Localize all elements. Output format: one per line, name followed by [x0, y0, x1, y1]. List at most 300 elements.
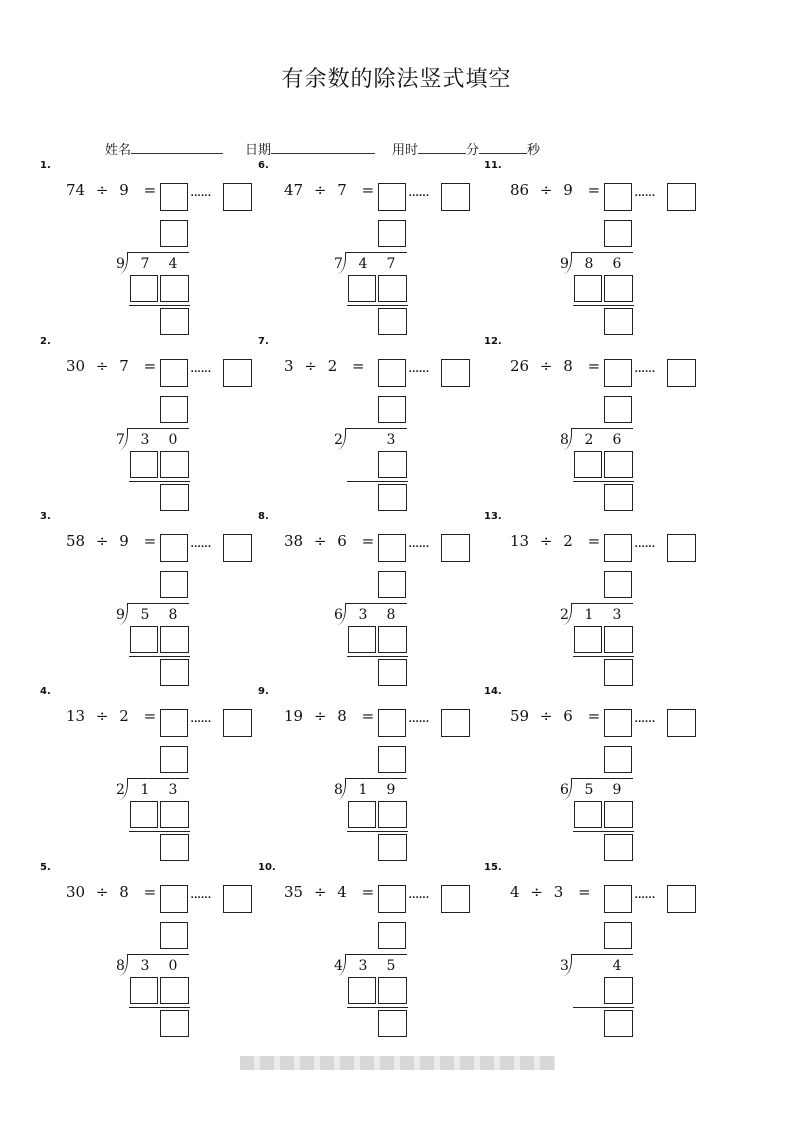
dividend-digit-tens: 5: [140, 607, 150, 623]
division-bar: [571, 252, 633, 253]
equation: [66, 707, 156, 725]
divisor: 8: [563, 357, 573, 375]
dividend-digit-ones: 6: [612, 432, 622, 448]
subtraction-line: [347, 481, 408, 482]
dividend-digit-ones: 5: [386, 958, 396, 974]
long-divisor: 6: [560, 782, 569, 798]
division-bracket: [563, 954, 572, 976]
dividend-digit-ones: 8: [168, 607, 178, 623]
long-divisor: 6: [334, 607, 343, 623]
equation: [66, 181, 156, 199]
second-blank[interactable]: [479, 140, 527, 154]
division-problem: [258, 511, 492, 688]
long-divisor: 9: [560, 256, 569, 272]
quotient-box[interactable]: [604, 746, 632, 773]
long-divisor: 2: [334, 432, 343, 448]
quotient-answer-box[interactable]: [378, 534, 406, 562]
divide-sign: ÷: [304, 357, 317, 375]
dividend-digit-ones: 4: [612, 958, 622, 974]
quotient-answer-box[interactable]: [604, 709, 632, 737]
remainder-dots: ······: [634, 188, 655, 204]
product-box-tens[interactable]: [574, 626, 602, 653]
equation: [510, 707, 600, 725]
quotient-answer-box[interactable]: [378, 359, 406, 387]
quotient-box[interactable]: [378, 571, 406, 598]
divide-sign: ÷: [313, 532, 327, 550]
divide-sign: ÷: [530, 883, 543, 901]
problem-number: 6.: [258, 160, 269, 171]
problem-number: 12.: [484, 336, 502, 347]
remainder-answer-box[interactable]: [223, 885, 252, 913]
long-divisor: 9: [116, 256, 125, 272]
division-bracket: [337, 603, 346, 625]
subtraction-line: [347, 305, 408, 306]
divisor: 2: [327, 357, 338, 375]
dividend: 86: [510, 181, 530, 199]
division-problem: [258, 862, 492, 1039]
product-box-tens[interactable]: [130, 451, 158, 478]
quotient-box[interactable]: [378, 922, 406, 949]
product-box-ones[interactable]: [378, 977, 407, 1004]
product-box-ones[interactable]: [604, 626, 633, 653]
minute-label: 分: [466, 143, 480, 158]
divisor: 7: [337, 181, 347, 199]
quotient-answer-box[interactable]: [604, 359, 632, 387]
remainder-dots: ······: [408, 890, 429, 906]
division-bar: [127, 778, 189, 779]
dividend: 38: [284, 532, 304, 550]
divide-sign: ÷: [539, 707, 553, 725]
remainder-answer-box[interactable]: [441, 534, 470, 562]
remainder-box[interactable]: [378, 484, 407, 511]
quotient-box[interactable]: [378, 396, 406, 423]
remainder-box[interactable]: [378, 1010, 407, 1037]
equation: [284, 181, 374, 199]
product-box-ones[interactable]: [160, 275, 189, 302]
dividend: 13: [510, 532, 530, 550]
division-problem: [258, 336, 492, 513]
dividend-digit-tens: 3: [358, 607, 368, 623]
product-box-ones[interactable]: [160, 626, 189, 653]
divide-sign: ÷: [313, 883, 327, 901]
subtraction-line: [129, 831, 190, 832]
dividend: 74: [66, 181, 86, 199]
long-divisor: 7: [116, 432, 125, 448]
quotient-answer-box[interactable]: [378, 709, 406, 737]
remainder-dots: ······: [190, 539, 211, 555]
long-divisor: 8: [116, 958, 125, 974]
long-divisor: 2: [560, 607, 569, 623]
dividend-digit-ones: 7: [386, 256, 396, 272]
remainder-answer-box[interactable]: [441, 183, 470, 211]
remainder-answer-box[interactable]: [223, 359, 252, 387]
product-box-ones[interactable]: [378, 626, 407, 653]
remainder-answer-box[interactable]: [223, 534, 252, 562]
problem-number: 11.: [484, 160, 502, 171]
divisor: 8: [337, 707, 347, 725]
dividend: 30: [66, 357, 86, 375]
division-bar: [571, 954, 633, 955]
remainder-answer-box[interactable]: [441, 709, 470, 737]
dividend: 26: [510, 357, 530, 375]
dividend: 13: [66, 707, 86, 725]
division-bar: [571, 428, 633, 429]
dividend-digit-tens: 1: [140, 782, 150, 798]
quotient-box[interactable]: [160, 746, 188, 773]
division-problem: [484, 862, 718, 1039]
remainder-box[interactable]: [378, 834, 407, 861]
remainder-dots: ······: [190, 890, 211, 906]
quotient-answer-box[interactable]: [160, 359, 188, 387]
problem-number: 2.: [40, 336, 51, 347]
remainder-answer-box[interactable]: [667, 534, 696, 562]
dividend-digit-ones: 9: [386, 782, 396, 798]
dividend-digit-ones: 3: [612, 607, 622, 623]
name-label: 姓名: [105, 143, 132, 158]
name-blank[interactable]: [131, 140, 223, 154]
product-box-ones[interactable]: [160, 451, 189, 478]
quotient-answer-box[interactable]: [160, 885, 188, 913]
division-bar: [345, 954, 407, 955]
blurred-footer: [240, 1056, 555, 1070]
dividend-digit-tens: 7: [140, 256, 150, 272]
remainder-dots: ······: [190, 364, 211, 380]
quotient-box[interactable]: [160, 922, 188, 949]
date-blank[interactable]: [271, 140, 375, 154]
division-problem: [40, 160, 274, 337]
equation: [284, 532, 374, 550]
division-bar: [127, 603, 189, 604]
problem-number: 15.: [484, 862, 502, 873]
long-divisor: 9: [116, 607, 125, 623]
dividend-digit-ones: 0: [168, 432, 178, 448]
long-divisor: 4: [334, 958, 343, 974]
division-problem: [40, 862, 274, 1039]
division-bracket: [119, 428, 128, 450]
equals-sign: =: [587, 707, 601, 725]
equals-sign: =: [143, 532, 157, 550]
second-label: 秒: [527, 143, 541, 158]
remainder-box[interactable]: [160, 834, 189, 861]
dividend: 4: [510, 883, 520, 901]
quotient-answer-box[interactable]: [378, 183, 406, 211]
problem-number: 7.: [258, 336, 269, 347]
quotient-box[interactable]: [604, 396, 632, 423]
equals-sign: =: [361, 532, 375, 550]
division-problem: [484, 511, 718, 688]
product-box-ones[interactable]: [604, 977, 633, 1004]
divisor: 4: [337, 883, 347, 901]
remainder-dots: ······: [408, 714, 429, 730]
product-box-ones[interactable]: [160, 801, 189, 828]
quotient-box[interactable]: [160, 220, 188, 247]
divide-sign: ÷: [539, 532, 553, 550]
dividend-digit-ones: 9: [612, 782, 622, 798]
equals-sign: =: [143, 357, 157, 375]
remainder-dots: ······: [408, 539, 429, 555]
division-problem: [258, 160, 492, 337]
divisor: 3: [553, 883, 564, 901]
subtraction-line: [129, 305, 190, 306]
remainder-box[interactable]: [604, 1010, 633, 1037]
long-divisor: 3: [560, 958, 569, 974]
subtraction-line: [347, 656, 408, 657]
product-box-tens[interactable]: [130, 275, 158, 302]
product-box-ones[interactable]: [378, 451, 407, 478]
problem-number: 5.: [40, 862, 51, 873]
equation: [284, 357, 365, 375]
divisor: 7: [119, 357, 129, 375]
remainder-box[interactable]: [160, 659, 189, 686]
dividend-digit-ones: 6: [612, 256, 622, 272]
divide-sign: ÷: [313, 181, 327, 199]
dividend-digit-tens: 8: [584, 256, 594, 272]
divisor: 2: [119, 707, 129, 725]
remainder-answer-box[interactable]: [223, 183, 252, 211]
product-box-tens[interactable]: [348, 275, 376, 302]
remainder-answer-box[interactable]: [667, 359, 696, 387]
dividend: 59: [510, 707, 530, 725]
long-divisor: 7: [334, 256, 343, 272]
dividend-digit-tens: 1: [358, 782, 368, 798]
product-box-tens[interactable]: [130, 977, 158, 1004]
long-divisor: 2: [116, 782, 125, 798]
date-field: [245, 139, 375, 158]
dividend-digit-tens: 2: [584, 432, 594, 448]
subtraction-line: [573, 656, 634, 657]
equals-sign: =: [361, 883, 375, 901]
remainder-answer-box[interactable]: [441, 359, 470, 387]
dividend: 35: [284, 883, 304, 901]
problem-number: 1.: [40, 160, 51, 171]
quotient-answer-box[interactable]: [160, 183, 188, 211]
product-box-tens[interactable]: [130, 626, 158, 653]
division-bar: [345, 428, 407, 429]
division-bracket: [563, 603, 572, 625]
equation: [510, 357, 600, 375]
dividend-digit-ones: 8: [386, 607, 396, 623]
division-problem: [40, 686, 274, 863]
product-box-ones[interactable]: [604, 275, 633, 302]
quotient-answer-box[interactable]: [378, 885, 406, 913]
dividend-digit-ones: 4: [168, 256, 178, 272]
subtraction-line: [573, 481, 634, 482]
long-divisor: 8: [334, 782, 343, 798]
divide-sign: ÷: [95, 707, 109, 725]
divide-sign: ÷: [95, 357, 109, 375]
equation: [284, 707, 374, 725]
product-box-ones[interactable]: [378, 275, 407, 302]
dividend: 19: [284, 707, 304, 725]
divisor: 6: [337, 532, 347, 550]
division-bracket: [337, 778, 346, 800]
minute-blank[interactable]: [418, 140, 466, 154]
division-bracket: [119, 954, 128, 976]
product-box-tens[interactable]: [348, 977, 376, 1004]
remainder-answer-box[interactable]: [667, 183, 696, 211]
product-box-tens[interactable]: [348, 626, 376, 653]
product-box-ones[interactable]: [160, 977, 189, 1004]
division-bar: [345, 252, 407, 253]
dividend: 30: [66, 883, 86, 901]
subtraction-line: [347, 1007, 408, 1008]
dividend-digit-tens: 5: [584, 782, 594, 798]
remainder-answer-box[interactable]: [667, 885, 696, 913]
dividend-digit-ones: 3: [168, 782, 178, 798]
subtraction-line: [129, 1007, 190, 1008]
divide-sign: ÷: [313, 707, 327, 725]
subtraction-line: [129, 481, 190, 482]
divisor: 2: [563, 532, 573, 550]
product-box-tens[interactable]: [574, 275, 602, 302]
equation: [66, 883, 156, 901]
quotient-box[interactable]: [160, 571, 188, 598]
time-label: 用时: [392, 143, 419, 158]
division-problem: [40, 336, 274, 513]
division-bar: [345, 603, 407, 604]
division-problem: [484, 686, 718, 863]
quotient-answer-box[interactable]: [604, 183, 632, 211]
remainder-dots: ······: [634, 714, 655, 730]
division-problem: [484, 160, 718, 337]
equation: [510, 532, 600, 550]
dividend-digit-tens: 3: [358, 958, 368, 974]
divisor: 6: [563, 707, 573, 725]
equation: [510, 181, 600, 199]
problem-number: 13.: [484, 511, 502, 522]
remainder-dots: ······: [408, 188, 429, 204]
quotient-box[interactable]: [604, 922, 632, 949]
division-bracket: [563, 428, 572, 450]
division-problem: [40, 511, 274, 688]
quotient-answer-box[interactable]: [604, 534, 632, 562]
remainder-box[interactable]: [604, 834, 633, 861]
product-box-ones[interactable]: [378, 801, 407, 828]
quotient-box[interactable]: [378, 220, 406, 247]
equation: [66, 357, 156, 375]
dividend-digit-ones: 0: [168, 958, 178, 974]
problem-number: 3.: [40, 511, 51, 522]
division-problem: [258, 686, 492, 863]
division-bar: [571, 603, 633, 604]
divide-sign: ÷: [95, 532, 109, 550]
remainder-box[interactable]: [160, 308, 189, 335]
divide-sign: ÷: [95, 883, 109, 901]
remainder-box[interactable]: [378, 659, 407, 686]
equals-sign: =: [352, 357, 365, 375]
remainder-box[interactable]: [604, 308, 633, 335]
division-bracket: [337, 252, 346, 274]
equals-sign: =: [587, 181, 601, 199]
remainder-dots: ······: [634, 539, 655, 555]
remainder-box[interactable]: [160, 484, 189, 511]
time-field: [392, 139, 540, 158]
divisor: 9: [119, 181, 129, 199]
product-box-tens[interactable]: [348, 801, 376, 828]
product-box-tens[interactable]: [574, 451, 602, 478]
division-bracket: [337, 428, 346, 450]
division-bracket: [119, 252, 128, 274]
problem-number: 8.: [258, 511, 269, 522]
divisor: 9: [563, 181, 573, 199]
equals-sign: =: [587, 357, 601, 375]
name-field: [105, 139, 223, 158]
dividend: 58: [66, 532, 86, 550]
dividend: 3: [284, 357, 294, 375]
product-box-tens[interactable]: [574, 801, 602, 828]
product-box-tens[interactable]: [130, 801, 158, 828]
product-box-ones[interactable]: [604, 801, 633, 828]
equation: [284, 883, 374, 901]
subtraction-line: [573, 1007, 634, 1008]
division-bar: [127, 428, 189, 429]
remainder-answer-box[interactable]: [223, 709, 252, 737]
quotient-box[interactable]: [378, 746, 406, 773]
subtraction-line: [129, 656, 190, 657]
division-bar: [127, 252, 189, 253]
divisor: 9: [119, 532, 129, 550]
problem-number: 9.: [258, 686, 269, 697]
equation: [510, 883, 591, 901]
division-bracket: [563, 778, 572, 800]
remainder-box[interactable]: [604, 659, 633, 686]
dividend-digit-tens: 1: [584, 607, 594, 623]
equals-sign: =: [143, 883, 157, 901]
quotient-box[interactable]: [604, 571, 632, 598]
divisor: 8: [119, 883, 129, 901]
division-bracket: [119, 603, 128, 625]
dividend-digit-tens: 4: [358, 256, 368, 272]
remainder-box[interactable]: [378, 308, 407, 335]
date-label: 日期: [245, 143, 272, 158]
equals-sign: =: [143, 181, 157, 199]
division-bar: [127, 954, 189, 955]
remainder-answer-box[interactable]: [667, 709, 696, 737]
long-divisor: 8: [560, 432, 569, 448]
quotient-answer-box[interactable]: [160, 534, 188, 562]
remainder-dots: ······: [190, 188, 211, 204]
remainder-box[interactable]: [160, 1010, 189, 1037]
remainder-dots: ······: [190, 714, 211, 730]
subtraction-line: [347, 831, 408, 832]
page-title: 有余数的除法竖式填空: [281, 67, 512, 92]
remainder-answer-box[interactable]: [441, 885, 470, 913]
division-bar: [571, 778, 633, 779]
remainder-dots: ······: [634, 364, 655, 380]
division-bracket: [119, 778, 128, 800]
remainder-box[interactable]: [604, 484, 633, 511]
dividend-digit-ones: 3: [386, 432, 396, 448]
dividend: 47: [284, 181, 304, 199]
equals-sign: =: [361, 181, 375, 199]
quotient-box[interactable]: [160, 396, 188, 423]
quotient-answer-box[interactable]: [160, 709, 188, 737]
product-box-ones[interactable]: [604, 451, 633, 478]
dividend-digit-tens: 3: [140, 432, 150, 448]
equals-sign: =: [143, 707, 157, 725]
equation: [66, 532, 156, 550]
divide-sign: ÷: [539, 357, 553, 375]
division-problem: [484, 336, 718, 513]
problem-number: 4.: [40, 686, 51, 697]
quotient-box[interactable]: [604, 220, 632, 247]
problem-number: 10.: [258, 862, 276, 873]
divide-sign: ÷: [539, 181, 553, 199]
equals-sign: =: [578, 883, 591, 901]
quotient-answer-box[interactable]: [604, 885, 632, 913]
subtraction-line: [573, 831, 634, 832]
divide-sign: ÷: [95, 181, 109, 199]
